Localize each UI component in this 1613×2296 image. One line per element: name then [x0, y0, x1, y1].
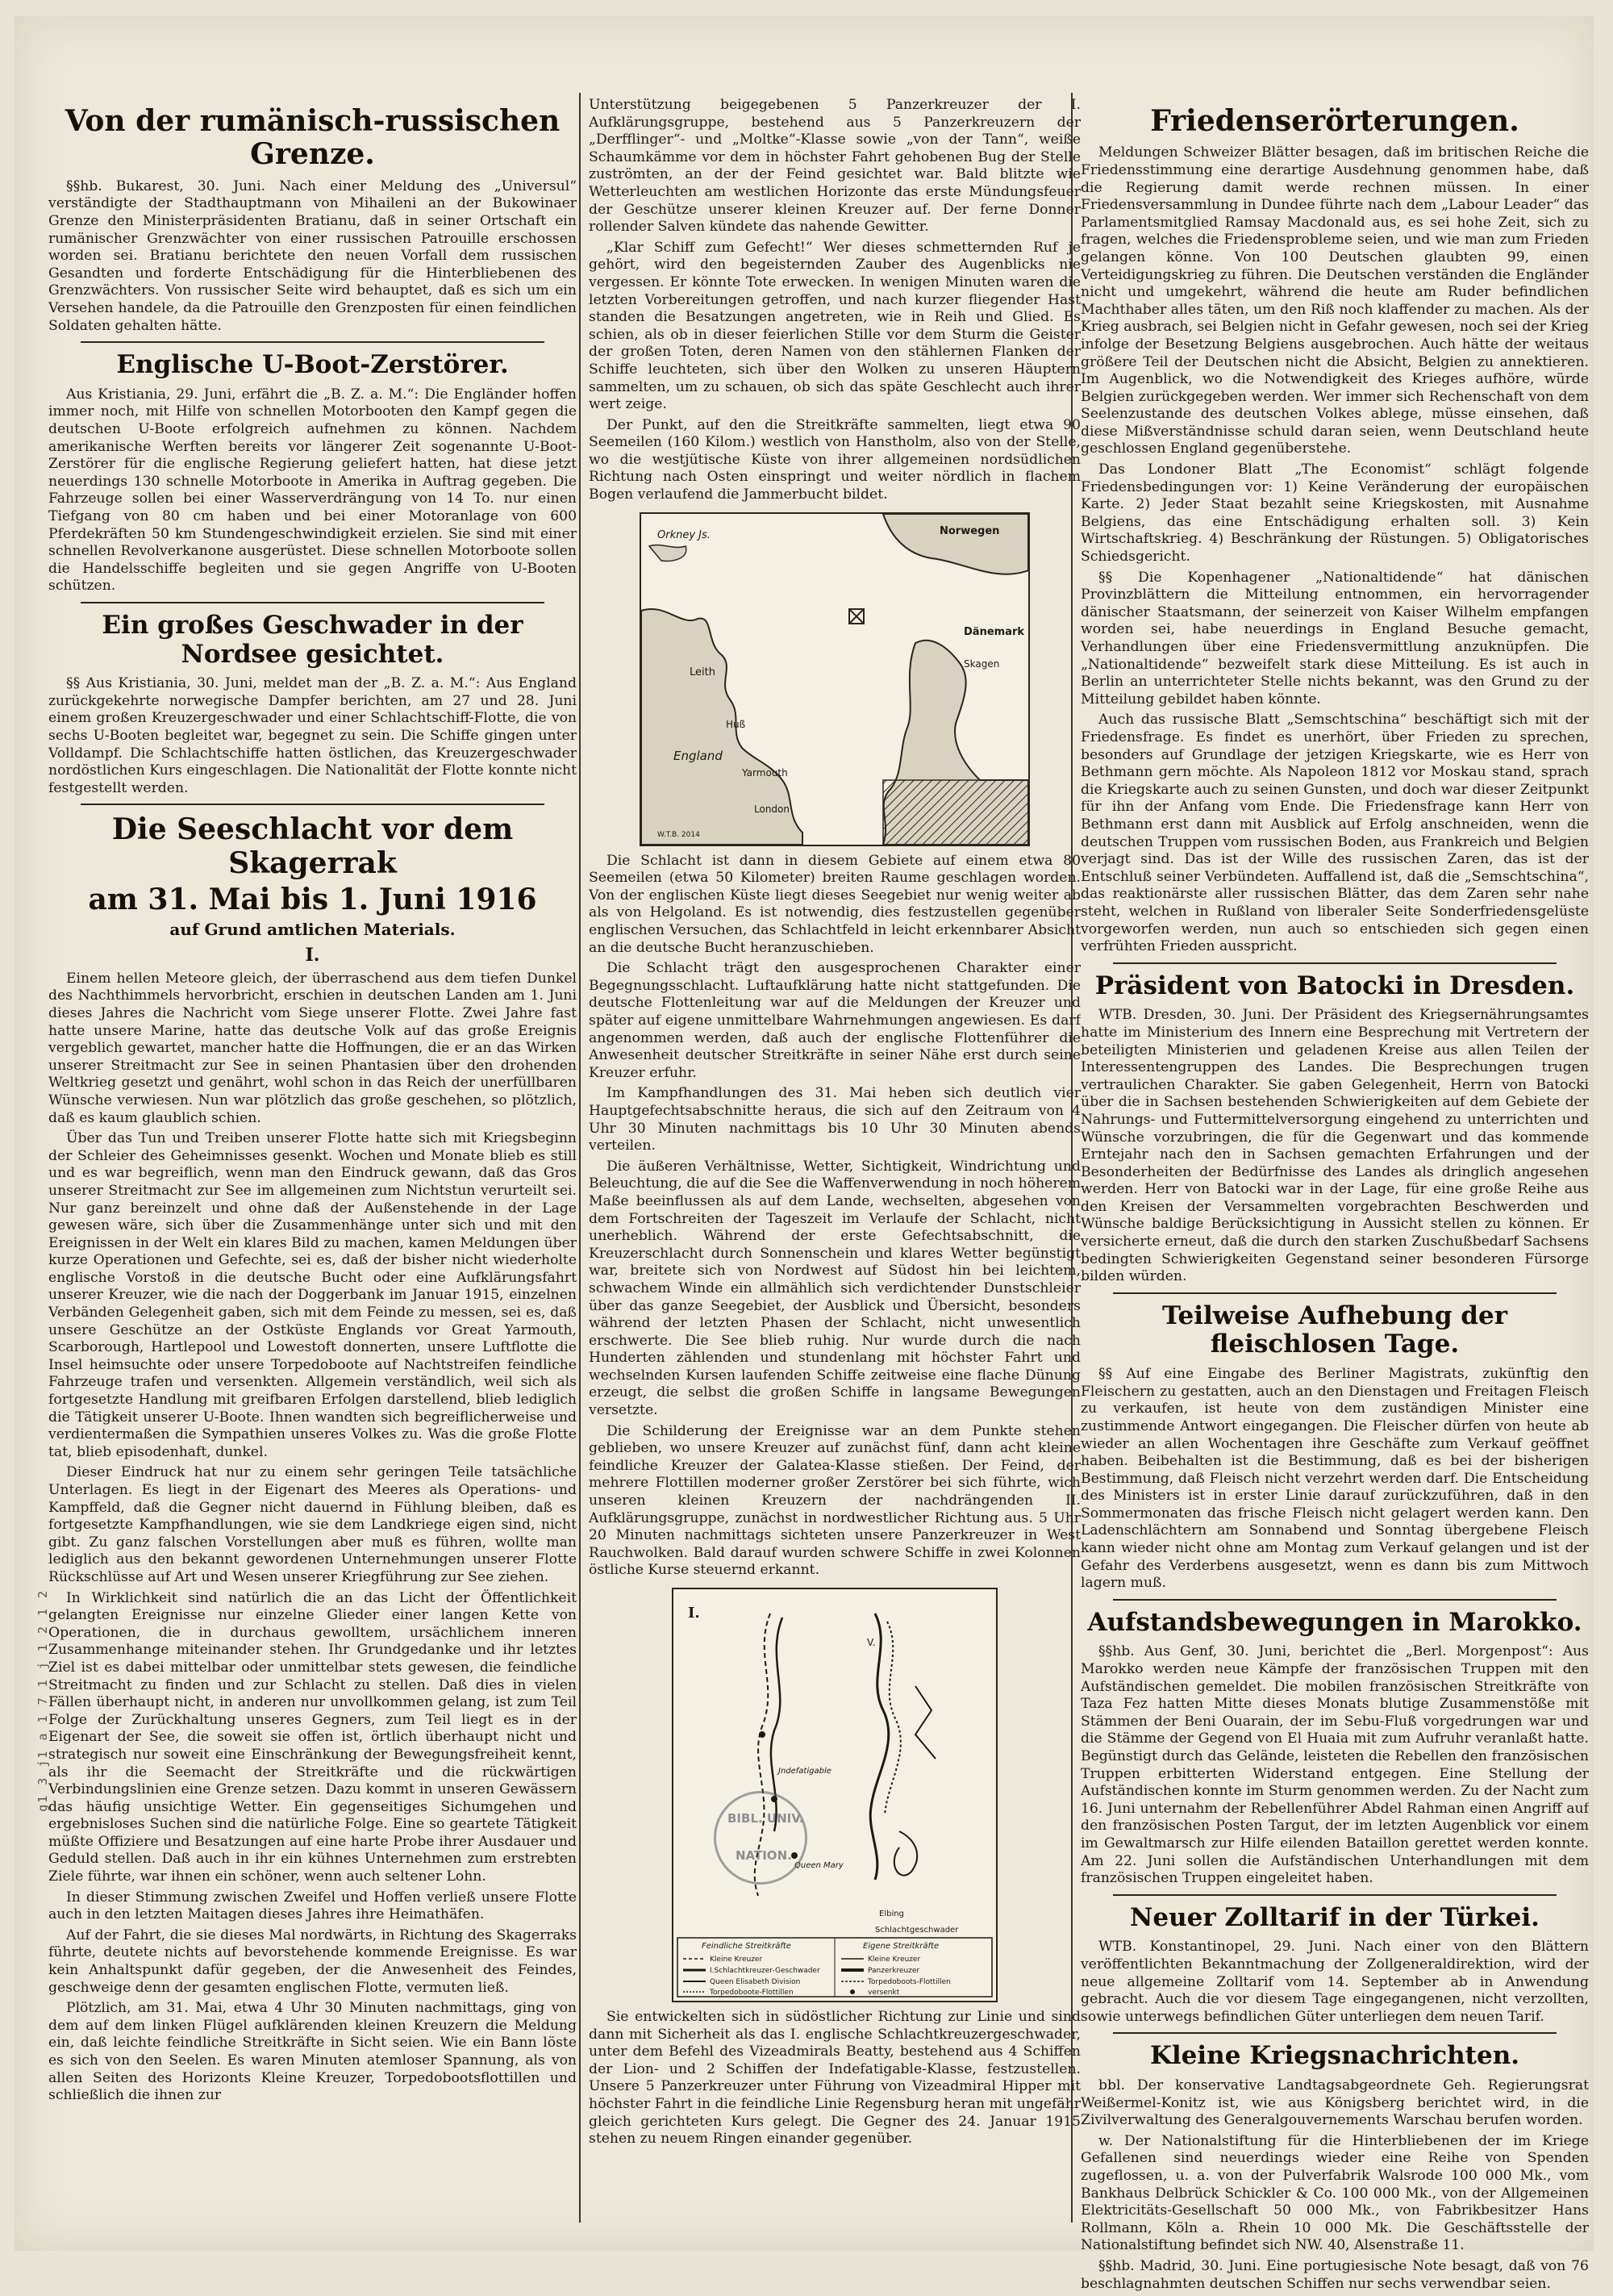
article-body: §§ Aus Kristiania, 30. Juni, meldet man der „B. Z. a. M.“: Aus England zurückgekehrte norwegische Dampfer berichten, am 27 und 28. Juni einem großen Kreuzergeschwader und einer Schlachtschiff-Flotte, die von sechs U-Booten begleitet war, begegnet zu sein. Die Schiffe gingen unter Volldampf. Die Schlachtschiffe hatten östlichen, das Kreuzergeschwader nordöstlichen Kurs eingeschlagen. Die Nationalität der Flotte konnte nicht festgestellt werden.: [48, 675, 577, 796]
column-1: [48, 97, 577, 2108]
divider: [1113, 1599, 1557, 1601]
stamp-text: BIBL. UNIV.: [727, 1811, 804, 1826]
library-stamp: [714, 1791, 807, 1885]
divider: [81, 341, 544, 343]
article-body: Aus Kristiania, 29. Juni, erfährt die „B. Z. a. M.“: Die Engländer hoffen immer noch, mit Hilfe von schnellen Motorbooten den Kampf gegen die deutschen U-Boote erfolgreich aufnehmen zu können. Nachdem amerikanische Werften bereits vor längerer Zeit sogenannte U-Boot-Zerstörer für die englische Regierung geliefert hatten, hat diese jetzt neuerdings 130 schnelle Motorboote in Amerika in Auftrag gegeben. Die Fahrzeuge sollen bei einer Wasserverdrängung von 14 To. nur einen Tiefgang von 80 cm haben und bei einer Motoranlage von 600 Pferdekräften 50 km Stundengeschwindigkeit erzielen. Sie sind mit einer schnellen Revolverkanone ausgerüstet. Diese schnellen Motorboote sollen die Handelsschiffe begleiten und sie gegen Angriffe von U-Booten schützen.: [48, 386, 577, 595]
article-body: Im Kampfhandlungen des 31. Mai heben sich deutlich vier Hauptgefechtsabschnitte heraus, die sich auf den Zeitraum von 4 Uhr 30 Minuten nachmittags bis 10 Uhr 30 Minuten abends verteilen.: [589, 1085, 1081, 1154]
battle-course-map: [672, 1588, 998, 2002]
headline-zoll: Neuer Zolltarif in der Türkei.: [1130, 1902, 1540, 1932]
newspaper-page: [15, 16, 1594, 2292]
article-body: Die Schilderung der Ereignisse war an dem Punkte stehen geblieben, wo unsere Kreuzer auf zunächst fünf, dann acht kleine feindliche Kreuzer der Galatea-Klasse stießen. Der Feind, der mehrere Flottillen moderner großer Zerstörer bei sich führte, wich unseren kleinen Kreuzern der nachdrängenden II. Aufklärungsgruppe, zunächst in nordwestlicher Richtung aus. 5 Uhr 20 Minuten nachmittags sichteten unsere Panzerkreuzer in West Rauchwolken. Bald darauf wurden schwere Schiffe in zwei Kolonnen östliche Kurse steuernd erkannt.: [589, 1422, 1081, 1579]
headline-skagerrak-date: am 31. Mai bis 1. Juni 1916: [88, 883, 537, 917]
map-label: London: [754, 803, 790, 815]
legend-item: Torpedoboote-Flottillen: [710, 1989, 794, 1997]
divider: [81, 804, 544, 805]
headline-skagerrak-subtitle: auf Grund amtlichen Materials.: [169, 919, 456, 939]
divider: [1113, 1292, 1557, 1294]
map-label: Jndefatigable: [778, 1767, 832, 1776]
legend-title: Eigene Streitkräfte: [863, 1942, 940, 1951]
article-body: Der Punkt, auf den die Streitkräfte sammelten, liegt etwa 90 Seemeilen (160 Kilom.) westlich von Hanstholm, also von der Stelle, wo die westjütische Küste von ihrer allgemeinen nordsüdlichen Richtung nach Osten einspringt und weiter nördlich in flachem Bogen verlaufend die Jammerbucht bildet.: [589, 416, 1081, 503]
map-label: England: [673, 748, 723, 763]
article-body: Dieser Eindruck hat nur zu einem sehr geringen Teile tatsächliche Unterlagen. Es liegt in der Eigenart des Meeres als Operations- und Kampffeld, daß die Gegner nicht dauernd in Fühlung bleiben, daß es fortgesetzte Kampfhandlungen, wie sie dem Landkriege eigen sind, nicht gibt. Zu ganz falschen Vorstellungen aber muß es führen, wollte man lediglich aus den bekannt gewordenen Unternehmungen unserer Flotte Rückschlüsse auf Art und Wesen unserer Kriegführung zur See ziehen.: [48, 1464, 577, 1585]
map-label: Yarmouth: [742, 766, 788, 779]
divider: [81, 602, 544, 603]
headline-grenze: Von der rumänisch-russischen Grenze.: [65, 104, 561, 172]
article-body: §§ Auf eine Eingabe des Berliner Magistrats, zukünftig den Fleischern zu gestatten, auch an den Dienstagen und Freitagen Fleisch zu verkaufen, ist heute von dem zuständigen Minister eine zustimmende Antwort eingegangen. Die Fleischer dürfen von heute ab wieder an allen Wochentagen ihre Geschäfte zum Verkauf geöffnet haben. Beibehalten ist die Bestimmung, daß es bei der bisherigen Bestimmung, daß Fleisch nicht verzehrt werden darf. Die Entscheidung des Ministers ist in erster Linie darauf zurückzuführen, daß in den Sommermonaten das frische Fleisch nicht gelagert werden kann. Den Ladenschlächtern am Sonnabend und Sonntag übergebene Fleisch kann wieder nicht ohne am Montag zum Verkauf gelangen und ist der Gefahr des Verderbens ausgesetzt, wenn es dann bis zum Mittwoch lagern muß.: [1081, 1366, 1589, 1592]
battle-area-map: [640, 512, 1030, 846]
article-body: Die Schlacht ist dann in diesem Gebiete auf einem etwa 80 Seemeilen (etwa 50 Kilometer) breiten Raume geschlagen worden. Von der englischen Küste liegt dieses Seegebiet nur wenig weiter ab als von Helgoland. Es ist notwendig, dies festzustellen gegenüber englischen Versuchen, das Schlachtfeld in leicht erkennbarer Absicht an die deutsche Bucht heranzuschieben.: [589, 852, 1081, 956]
headline-kriegsnachrichten: Kleine Kriegsnachrichten.: [1149, 2041, 1520, 2071]
article-body: Einem hellen Meteore gleich, der überraschend aus dem tiefen Dunkel des Nachthimmels hervorbricht, erschien in deutschen Landen am 1. Juni dieses Jahres die Nachricht vom Siege unserer Flotte. Zwei Jahre fast hatte unsere Marine, hatte das deutsche Volk auf das große Ereignis vergeblich gewartet, mancher hatte die Hoffnungen, die er an das Wirken unserer Streitmacht zur See in seinen Phantasien über den drohenden Weltkrieg gesetzt und genährt, wohl schon in das Reich der unerfüllbaren Wünsche verwiesen. Nun war plötzlich das große geschehen, so plötzlich, daß es kaum glaublich schien.: [48, 970, 577, 1126]
headline-skagerrak: Die Seeschlacht vor dem Skagerrak: [111, 812, 514, 880]
legend-item: Panzerkreuzer: [868, 1967, 920, 1975]
article-body: WTB. Konstantinopel, 29. Juni. Nach einer von den Blättern veröffentlichten Bekanntmachung der Zollgeneraldirektion, wird der neue allgemeine Zolltarif vom 14. September ab in Anwendung gebracht. Auch die vor diesem Tage eingegangenen, nicht verzollten, sowie unterwegs befindlichen Güter unterliegen dem neuen Tarif.: [1081, 1939, 1589, 2025]
article-body: In dieser Stimmung zwischen Zweifel und Hoffen verließ unsere Flotte auch in den letzten Maitagen dieses Jahres ihre Heimathäfen.: [48, 1889, 577, 1923]
map-label: V.: [867, 1637, 876, 1648]
article-body: Plötzlich, am 31. Mai, etwa 4 Uhr 30 Minuten nachmittags, ging von dem auf dem linken Flügel aufklärenden kleinen Kreuzern die Meldung ein, daß leichte feindliche Streitkräfte in Sicht seien. Wie ein Bann löste es sich von den Seelen. Es waren Minuten atemloser Spannung, als von allen Seiten des Horizonts Kleine Kreuzer, Torpedobootsflottillen und schließlich die ihnen zur: [48, 2000, 577, 2104]
margin-note: g1 3 j1 a 1 7 1 j 1 2 1 2: [35, 1589, 50, 1812]
part-number: I.: [305, 944, 320, 966]
article-body: Die äußeren Verhältnisse, Wetter, Sichtigkeit, Windrichtung und Beleuchtung, die auf die See die Waffenverwendung in noch höherem Maße beeinflussen als auf dem Lande, wechselten, abgesehen von dem Fortschreiten der Tageszeit im Verlaufe der Schlacht, nicht unerheblich. Während der erste Gefechtsabschnitt, die Kreuzerschlacht durch Sonnenschein und klares Wetter begünstigt war, breitete sich von Nordwest auf Südost hin bei leichtem, schwachem Winde ein allmählich sich verdichtender Dunstschleier über das ganze Seegebiet, der Ausblick und Übersicht, besonders während der letzten Phasen der Schlacht, nicht unwesentlich erschwerte. Die See blieb ruhig. Nur wurde durch die nach Hunderten zählenden und stundenlang mit höchster Fahrt und wechselnden Kursen laufenden Schiffe zeitweise eine flache Dünung erzeugt, die selbst die großen Schiffe in langsame Bewegungen versetzte.: [589, 1158, 1081, 1419]
map-label: Orkney Js.: [657, 528, 711, 541]
map-label: I.: [688, 1605, 700, 1622]
article-body: In Wirklichkeit sind natürlich die an das Licht der Öffentlichkeit gelangten Ereignisse nur einzelne Glieder einer langen Kette von Operationen, die in durchaus gewolltem, ursächlichem inneren Zusammenhange miteinander stehen. Ihr Grundgedanke und ihr letztes Ziel ist es dabei mittelbar oder unmittelbar stets gewesen, die feindliche Streitmacht zu finden und zur Schlacht zu stellen. Daß dies in vielen Fällen überhaupt nicht, in anderen nur unvollkommen gelang, ist zum Teil Folge der Zurückhaltung unseres Gegners, zum Teil liegt es in der Eigenart der See, die soweit sie offen ist, örtlich überhaupt nicht und strategisch nur soweit eine Einschränkung der Bewegungsfreiheit kennt, als ihr die Seemacht der Streitkräfte und die rückwärtigen Verbindungslinien eine Grenze setzen. Dazu kommt in unseren Gewässern das häufig unsichtige Wetter. Ein gegenseitiges Sichumgehen und ergebnisloses Suchen sind die natürliche Folge. Eine so geartete Tätigkeit müßte Offiziere und Besatzungen auf eine harte Probe ihrer Ausdauer und Geduld stellen. Daß auch in ihr ein kühnes Unternehmen zum erstrebten Ziele führte, war ihnen ein schöner, wenn auch seltener Lohn.: [48, 1589, 577, 1885]
divider: [1113, 1894, 1557, 1896]
article-body: Das Londoner Blatt „The Economist“ schlägt folgende Friedensbedingungen vor: 1) Keine Veränderung der europäischen Karte. 2) Jeder Staat bezahlt seine Kriegskosten, mit Ausnahme Belgiens, das eine Entschädigung erhalten soll. 3) Kein Wirtschaftskrieg. 4) Beschränkung der Rüstungen. 5) Obligatorisches Schiedsgericht.: [1081, 461, 1589, 566]
column-3: [1081, 97, 1589, 2296]
legend-item: versenkt: [868, 1989, 900, 1997]
column-2: [589, 97, 1081, 2152]
headline-batocki: Präsident von Batocki in Dresden.: [1094, 971, 1575, 1000]
article-body: bbl. Der konservative Landtagsabgeordnete Geh. Regierungsrat Weißermel-Konitz ist, wie aus Königsberg berichtet wird, in die Zivilverwaltung des Generalgouvernements Warschau berufen worden.: [1081, 2077, 1589, 2129]
map-label: Schlachtgeschwader: [875, 1926, 959, 1935]
article-body: Unterstützung beigegebenen 5 Panzerkreuzer der I. Aufklärungsgruppe, bestehend aus 5 Panzerkreuzern der „Derfflinger“- und „Moltke“-Klasse sowie „von der Tann“, weiße Schaumkämme vor dem in höchster Fahrt gehobenen Bug der Stelle zuströmten, an der der Feind gesichtet war. Bald blitzte wie Wetterleuchten am westlichen Horizonte das erste Mündungsfeuer der Geschütze unserer kleinen Kreuzer auf. Der ferne Donner rollender Salven kündete das nahende Gewitter.: [589, 97, 1081, 236]
article-body: Über das Tun und Treiben unserer Flotte hatte sich mit Kriegsbeginn der Schleier des Geheimnisses gesenkt. Wochen und Monate blieb es still und es war begreiflich, wenn man den Eindruck gewann, daß das Gros unserer Streitmacht zur See im allgemeinen zum Nichtstun verurteilt sei. Nur ganz bereinzelt und ohne daß der Außenstehende in der Lage gewesen wäre, sich über die Zusammenhänge unter sich und mit den Ereignissen in der Welt ein klares Bild zu machen, kamen Meldungen über kurze Operationen und Gefechte, sei es, daß der bisher nicht wiederholte englische Vorstoß in die deutsche Bucht oder eine Aufklärungsfahrt unserer Kreuzer, wie die nach der Doggerbank im Januar 1915, einzelnen Verbänden Gelegenheit gaben, sich mit dem Feinde zu messen, sei es, daß unsere Geschütze an der Ostküste Englands vor Great Yarmouth, Scarborough, Hartlepool und Lowestoft donnerten, unsere Luftflotte die Insel heimsuchte oder unsere Torpedoboote auf Nachtstreifen feindliche Fahrzeuge trafen und versenkten. Allgemein verständlich, weil sich als fortgesetzte Handlung mit greifbaren Erfolgen darstellend, blieb lediglich die Tätigkeit unserer U-Boote. Ihnen wandten sich begreiflicherweise und verdientermaßen die Sympathien unseres Volkes zu. Was die große Flotte tat, blieb episodenhaft, dunkel.: [48, 1130, 577, 1460]
legend-item: Kleine Kreuzer: [868, 1956, 921, 1964]
article-body: §§hb. Madrid, 30. Juni. Eine portugiesische Note besagt, daß von 76 beschlagnahmten deutschen Schiffen nur sechs verwendbar seien.: [1081, 2257, 1589, 2292]
north-sea-map-graphic: [641, 514, 1028, 845]
legend-item: Queen Elisabeth Division: [710, 1978, 801, 1986]
map-label: Leith: [690, 666, 715, 678]
headline-uboot: Englische U-Boot-Zerstörer.: [116, 350, 509, 380]
map-label: Skagen: [964, 657, 1000, 670]
article-body: Auf der Fahrt, die sie dieses Mal nordwärts, in Richtung des Skagerraks führte, deutete nichts auf bevorstehende kommende Ereignisse. Es war kein Anhaltspunkt dafür gegeben, der die Anwesenheit des Feindes, geschweige denn der gesamten englischen Flotte, vermuten ließ.: [48, 1927, 577, 1996]
divider: [1113, 962, 1557, 964]
headline-geschwader: Ein großes Geschwader in der Nordsee gesichtet.: [102, 610, 523, 669]
article-body: §§hb. Aus Genf, 30. Juni, berichtet die „Berl. Morgenpost“: Aus Marokko werden neue Kämpfe der französischen Truppen mit den Aufständischen gemeldet. Die mobilen französischen Streitkräfte von Taza Fez hatten Mitte dieses Monats blutige Zusammenstöße mit Stämmen der Beni Ouarain, der im Sebu-Fluß vorgedrungen war und die Stämme der Gegend von El Huaia mit zum Aufruhr veranlaßt hatte. Begünstigt durch das Gelände, leisteten die Rebellen den französischen Truppen erbitterten Widerstand entgegen. Eine Stellung der Aufständischen konnte im Sturm genommen werden. Zu der Nacht zum 16. Juni unternahm der Rebellenführer Abdel Rahman einen Angriff auf den französischen Posten Targut, der im letzten Augenblick vor einem im Gewaltmarsch zur Hilfe eilenden Bataillon gerettet werden konnte. Am 22. Juni sollen die Aufständischen Unterhandlungen mit dem französischen Truppen eingeleitet haben.: [1081, 1643, 1589, 1887]
article-body: Meldungen Schweizer Blätter besagen, daß im britischen Reiche die Friedensstimmung eine derartige Ausdehnung genommen habe, daß die Regierung damit werde rechnen müssen. In einer Friedensversammlung in Dundee führte nach dem „Labour Leader“ das Parlamentsmitglied Ramsay Macdonald aus, es sei hohe Zeit, sich zu fragen, welches die Friedensprobleme seien, und wie man zum Frieden gelangen könne. Von 100 Deutschen glaubten 99, einen Verteidigungskrieg zu führen. Die Deutschen verständen die Engländer nicht und umgekehrt, während die heute am Ruder befindlichen Machthaber alles täten, um den Riß noch klaffender zu machen. Als der Krieg ausbrach, sei Belgien nicht in Gefahr gewesen, noch sei der Krieg infolge der Besetzung Belgiens ausgebrochen. Auch hätte der weitaus größere Teil der Deutschen nicht die Absicht, Belgien zu annektieren. Im Augenblick, wo die Notwendigkeit des Krieges aufhöre, würde Belgien zurückgegeben werden. Wer immer sich Rechenschaft von dem Seelenzustande des deutschen Volkes ablege, müsse einsehen, daß diese Mißverständnisse schuld daran seien, wenn Deutschland heute geschlossen England gegenüberstehe.: [1081, 144, 1589, 457]
map-label: Queen Mary: [794, 1861, 844, 1870]
headline-frieden: Friedenserörterungen.: [1150, 104, 1519, 138]
headline-fleisch: Teilweise Aufhebung der fleischlosen Tage.: [1161, 1300, 1508, 1359]
stamp-text: NATION.: [736, 1848, 792, 1863]
map-label: Norwegen: [940, 524, 1000, 537]
legend-item: I.Schlachtkreuzer-Geschwader: [710, 1967, 820, 1975]
map-credit: W.T.B. 2014: [657, 830, 700, 839]
map-label: Huß: [726, 718, 746, 730]
article-body: „Klar Schiff zum Gefecht!“ Wer dieses schmetternden Ruf je gehört, wird den begeisternden Zauber des Augenblicks nie vergessen. Er könnte Tote erwecken. In wenigen Minuten waren die letzten Vorbereitungen getroffen, und nach kurzer fliegender Hast standen die Besatzungen angetreten, wie in Reih und Glied. Es schien, als ob in dieser feierlichen Stille vor dem Sturm die Geister der großen Toten, deren Namen von den stählernen Flanken der Schiffe leuchteten, sich über den Wolken zu unseren Häuptern sammelten, um zu schauen, ob sich das späte Geschlecht auch ihrer wert zeige.: [589, 239, 1081, 413]
article-body: WTB. Dresden, 30. Juni. Der Präsident des Kriegsernährungsamtes hatte im Ministerium des Innern eine Besprechung mit Vertretern der beteiligten Ministerien und geladenen Kreise aus allen Teilen der Interessentengruppen des Landes. Die Besprechungen trugen vertraulichen Charakter. Sie gaben Gelegenheit, Herrn von Batocki über die in Sachsen bestehenden Schwierigkeiten auf dem Gebiete der Nahrungs- und Futtermittelversorgung eingehend zu unterrichten und Wünsche vorzubringen, die für die Gegenwart und das kommende Erntejahr nach den in Sachsen gemachten Erfahrungen und der Besonderheiten der Bedürfnisse des Landes als dringlich angesehen werden. Herr von Batocki war in der Lage, für eine große Reihe aus den Kreisen der Versammelten vorgebrachten Beschwerden und Wünsche baldige Berücksichtigung in Aussicht stellen zu können. Er versicherte erneut, daß die durch den starken Zuschußbedarf Sachsens bedingten Schwierigkeiten Gegenstand seiner besonderen Fürsorge bilden würden.: [1081, 1007, 1589, 1285]
column-divider: [579, 93, 581, 2223]
battle-course-graphic: [673, 1589, 996, 2001]
legend-title: Feindliche Streitkräfte: [702, 1942, 791, 1951]
article-body: Die Schlacht trägt den ausgesprochenen Charakter einer Begegnungsschlacht. Luftaufklärung hatte nicht stattgefunden. Die deutsche Flottenleitung war auf die Meldungen der Kreuzer und später auf eigene unmittelbare Wahrnehmungen angewiesen. Es darf angenommen werden, daß auch der englische Flottenführer die Anwesenheit deutscher Streitkräfte in seiner Nähe erst durch seine Kreuzer erfuhr.: [589, 960, 1081, 1081]
article-body: Sie entwickelten sich in südöstlicher Richtung zur Linie und sind dann mit Sicherheit als das I. englische Schlachtkreuzergeschwader, unter dem Befehl des Vizeadmirals Beatty, bestehend aus 4 Schiffen der Lion- und 2 Schiffen der Indefatigable-Klasse, festzustellen. Unsere 5 Panzerkreuzer unter Führung von Vizeadmiral Hipper mit höchster Fahrt in die feindliche Linie Regensburg heran mit ungefähr gleich gerichteten Kurs gelegt. Die Gegner des 24. Januar 1915 stehen zu neuem Ringen einander gegenüber.: [589, 2009, 1081, 2148]
legend-item: Kleine Kreuzer: [710, 1956, 763, 1964]
article-body: w. Der Nationalstiftung für die Hinterbliebenen der im Kriege Gefallenen sind neuerdings wieder eine Reihe von Spenden zugeflossen, u. a. von der Pulverfabrik Walsrode 100 000 Mk., vom Bankhaus Delbrück Schickler & Co. 100 000 Mk., von der Allgemeinen Elektricitäts-Gesellschaft 50 000 Mk., von Fabrikbesitzer Hans Rollmann, Köln a. Rhein 10 000 Mk. Die Geschäftsstelle der Nationalstiftung befindet sich NW. 40, Alsenstraße 11.: [1081, 2132, 1589, 2254]
map-label: Dänemark: [964, 625, 1025, 638]
divider: [1113, 2032, 1557, 2034]
legend-item: Torpedoboots-Flottillen: [868, 1978, 951, 1986]
article-body: §§hb. Bukarest, 30. Juni. Nach einer Meldung des „Universul“ verständigte der Stadthauptmann von Mihaileni an der Bukowinaer Grenze den Ministerpräsidenten Bratianu, daß in seiner Ortschaft ein rumänischer Grenzwächter von einer russischen Patrouille erschossen worden sei. Bratianu berichtete den neuen Vorfall dem russischen Gesandten und forderte Entschädigung für die Hinterbliebenen des Grenzwächters. Von russischer Seite wird behauptet, daß es sich um ein Versehen handele, da die Patrouille den Grenzposten für einen feindlichen Soldaten gehalten hätte.: [48, 177, 577, 334]
headline-marokko: Aufstandsbewegungen in Marokko.: [1087, 1607, 1582, 1637]
article-body: Auch das russische Blatt „Semschtschina“ beschäftigt sich mit der Friedensfrage. Es findet es unerhört, über Frieden zu sprechen, besonders auf Grundlage der jetzigen Kriegskarte, wie es Herr von Bethmann gern möchte. Als Napoleon 1812 vor Moskau stand, sprach die Kriegskarte auch zu seinen Gunsten, und doch war dieser Zeitpunkt für ihn der Anfang vom Ende. Die Friedensfrage kann Herr von Bethmann erst dann mit Ausblick auf Erfolg anschneiden, wenn die deutschen Truppen vom russischen Boden, aus Frankreich und Belgien verjagt sind. Das ist der Wille des russischen Zaren, das ist der Entschluß seiner Verbündeten. Auffallend ist, daß die „Semschtschina“, das reaktionärste aller russischen Blätter, das dem Zaren sehr nahe steht, welchen in Rußland von liberaler Seite Sonderfriedensgelüste vorgeworfen werden, nun auch so entschieden sich gegen einen verfrühten Frieden ausspricht.: [1081, 712, 1589, 955]
article-body: §§ Die Kopenhagener „Nationaltidende“ hat dänischen Provinzblättern die Mitteilung entnommen, ein hervorragender dänischer Staatsmann, der seinerzeit von Kaiser Wilhelm empfangen worden sei, habe neuerdings in England Besuche gemacht, Verhandlungen über eine Friedensvermittlung anzuknüpfen. Die „Nationaltidende“ bezweifelt stark diese Mitteilung. Es ist auch in Berlin an unterrichteter Stelle nichts bekannt, was den Grund zu der Mitteilung gebildet haben könnte.: [1081, 569, 1589, 708]
map-label: Elbing: [879, 1910, 904, 1918]
